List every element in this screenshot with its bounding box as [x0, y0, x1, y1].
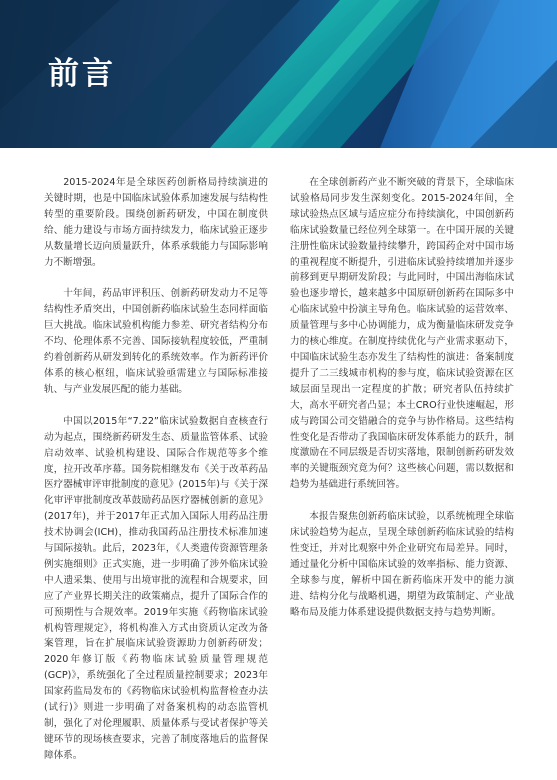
paragraph: 本报告聚焦创新药临床试验，以系统梳理全球临床试验趋势为起点，呈现全球创新药临床试验的结构性变迁，并对比观察中外企业研究布局差异。同时，通过量化分析中国临床试验的效率指标、能力资源、全球参与度，解析中国在新药临床开发中的能力演进、结构分化与战略机遇，期望为政策制定、产业战略布局及能力体系建设提供数据支持与趋势判断。	[290, 511, 514, 618]
left-column	[44, 175, 268, 780]
header-banner	[0, 0, 557, 148]
paragraph: 2015-2024年是全球医药创新格局持续演进的关键时期，也是中国临床试验体系加速发展与结构性转型的重要阶段。围绕创新药研发，中国在制度供给、能力建设与市场方面持续发力，临床试验正逐步从数量增长迈向质量跃升，体系承载能力与国际影响力不断增强。	[44, 177, 268, 268]
right-column	[290, 175, 514, 636]
paragraph: 在全球创新药产业不断突破的背景下，全球临床试验格局同步发生深刻变化。2015-2024年间，全球试验热点区域与适应症分布持续演化，中国创新药临床试验数量已经位列全球第一。在中国开展的关键注册性临床试验数量持续攀升，跨国药企对中国市场的重视程度不断提升，引进临床试验持续增加并逐步前移到更早期研发阶段；与此同时，中国出海临床试验也逐步增长，越来越多中国原研创新药在国际多中心临床试验中扮演主导角色。临床试验的运营效率、质量管理与多中心协调能力，成为衡量临床研发竞争力的核心维度。在制度持续优化与产业需求驱动下，中国临床试验生态亦发生了结构性的演进：备案制度提升了二三线城市机构的参与度，临床试验资源在区域层面呈现出一定程度的扩散；研究者队伍持续扩大，高水平研究者凸显；本土CRO行业快速崛起，形成与跨国公司交错融合的竞争与协作格局。这些结构性变化是否带动了我国临床研发体系能力的跃升，制度激励在不同层级是否切实落地，限制创新药研发效率的关键瓶颈究竟为何？这些核心问题，需以数据和趋势为基础进行系统回答。	[290, 177, 514, 491]
paragraph: 十年间，药品审评积压、创新药研发动力不足等结构性矛盾突出，中国创新药临床试验生态同样面临巨大挑战。临床试验机构能力参差、研究者结构分布不均、伦理体系不完善、国际接轨程度较低，严重制约着创新药从研发到转化的系统效率。作为新药评价体系的核心枢纽，临床试验亟需建立与国际标准接轨、与产业发展匹配的能力基础。	[44, 288, 268, 395]
paragraph: 中国以2015年“7.22”临床试验数据自查核查行动为起点，围绕新药研发生态、质量监管体系、试验启动效率、试验机构建设、国际合作规范等多个维度，拉开改革序幕。国务院相继发布《关于改革药品医疗器械审评审批制度的意见》(2015年)与《关于深化审评审批制度改革鼓励药品医疗器械创新的意见》(2017年)，并于2017年正式加入国际人用药品注册技术协调会(ICH)，推动我国药品注册技术标准加速与国际接轨。此后，2023年，《人类遗传资源管理条例实施细则》正式实施，进一步明确了涉外临床试验中人遗采集、使用与出境审批的流程和合规要求，回应了产业界长期关注的政策痛点，提升了国际合作的可预期性与合规效率。2019年实施《药物临床试验机构管理规定》，将机构准入方式由资质认定改为备案管理，旨在扩展临床试验资源助力创新药研发；2020年修订版《药物临床试验质量管理规范(GCP)》，系统强化了全过程质量控制要求；2023年国家药监局发布的《药物临床试验机构监督检查办法(试行)》则进一步明确了对备案机构的动态监管机制，强化了对伦理履职、质量体系与受试者保护等关键环节的现场核查要求，完善了制度落地后的监督保障体系。	[44, 415, 268, 761]
page-title: 前言	[48, 56, 116, 92]
